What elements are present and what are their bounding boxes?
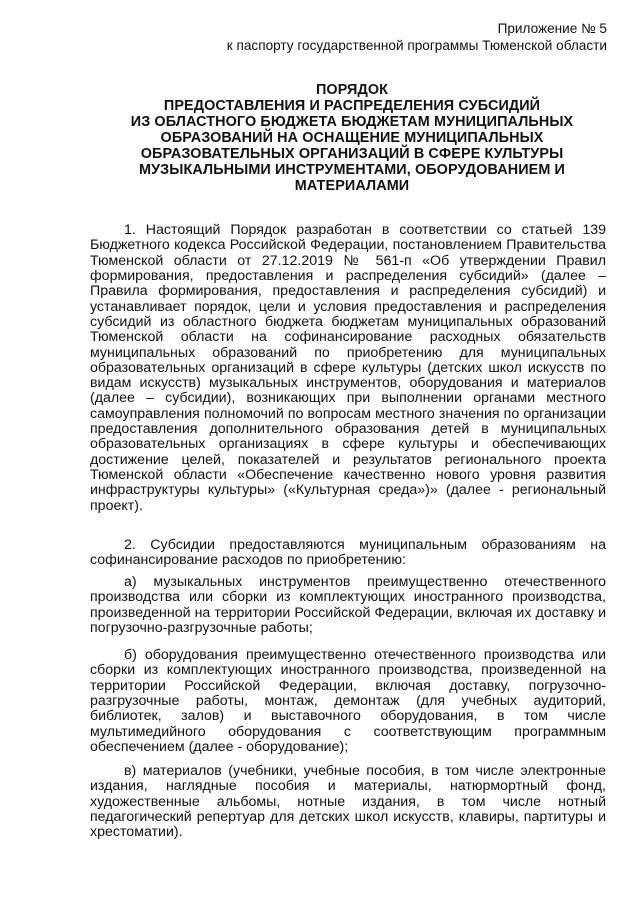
subitem-a: а) музыкальных инструментов преимущественно отечественного производства или сборки из комплектующих иностранного производства, произведенной на территории Российской Федерации, включая их доставку и погрузочно-разгрузочные работы; [90, 574, 606, 637]
title-line: ОБРАЗОВАНИЙ НА ОСНАЩЕНИЕ МУНИЦИПАЛЬНЫХ [160, 130, 544, 146]
title-line: ИЗ ОБЛАСТНОГО БЮДЖЕТА БЮДЖЕТАМ МУНИЦИПАЛЬНЫХ [130, 114, 574, 130]
appendix-reference: к паспорту государственной программы Тюменской области [226, 38, 607, 53]
title-line: МАТЕРИАЛАМИ [294, 178, 410, 194]
title-line: ПРЕДОСТАВЛЕНИЯ И РАСПРЕДЕЛЕНИЯ СУБСИДИЙ [163, 98, 541, 114]
subitem-c: в) материалов (учебники, учебные пособия, в том числе электронные издания, наглядные пособия и материалы, натюрмортный фонд, художественные альбомы, нотные издания, в том числе нотный педагогический репертуар для детских школ искусств, клавиры, партитуры и хрестоматии). [90, 763, 606, 841]
title-line: МУЗЫКАЛЬНЫМИ ИНСТРУМЕНТАМИ, ОБОРУДОВАНИЕМ И [139, 162, 565, 178]
title-line: ОБРАЗОВАТЕЛЬНЫХ ОРГАНИЗАЦИЙ В СФЕРЕ КУЛЬТУРЫ [140, 146, 564, 162]
paragraph-1: 1. Настоящий Порядок разработан в соответствии со статьей 139 Бюджетного кодекса Российской Федерации, постановлением Правительства Тюменской области от 27.12.2019 № 561-п «Об утверждении Правил формирования, предоставления и распределения субсидий» (далее – Правила формирования, предоставления и распределения субсидий) и устанавливает порядок, цели и условия предоставления и распределения субсидий из областного бюджета бюджетам муниципальных образований Тюменской области на софинансирование расходных обязательств муниципальных образований по приобретению для муниципальных образовательных организаций в сфере культуры (детских школ искусств по видам искусств) музыкальных инструментов, оборудования и материалов (далее – субсидии), возникающих при выполнении органами местного самоуправления полномочий по вопросам местного значения по организации предоставления дополнительного образования детей в муниципальных образовательных организациях в сфере культуры и обеспечивающих достижение целей, показателей и результатов регионального проекта Тюменской области «Обеспечение качественно нового уровня развития инфраструктуры культуры» («Культурная среда»)» (далее - региональный проект). [90, 222, 606, 514]
title-line: ПОРЯДОК [315, 82, 389, 98]
appendix-number: Приложение № 5 [497, 21, 607, 36]
document-title [88, 82, 616, 194]
appendix-header [227, 20, 607, 54]
subitem-b: б) оборудования преимущественно отечественного производства или сборки из комплектующих иностранного производства, произведенной на территории Российской Федерации, включая доставку, погрузочно-разгрузочные работы, монтаж, демонтаж (для учебных аудиторий, библиотек, залов) и выставочного оборудования, в том числе мультимедийного оборудования с соответствующим программным обеспечением (далее - оборудование); [90, 647, 606, 755]
paragraph-2: 2. Субсидии предоставляются муниципальным образованиям на софинансирование расходов по приобретению: [90, 537, 606, 569]
